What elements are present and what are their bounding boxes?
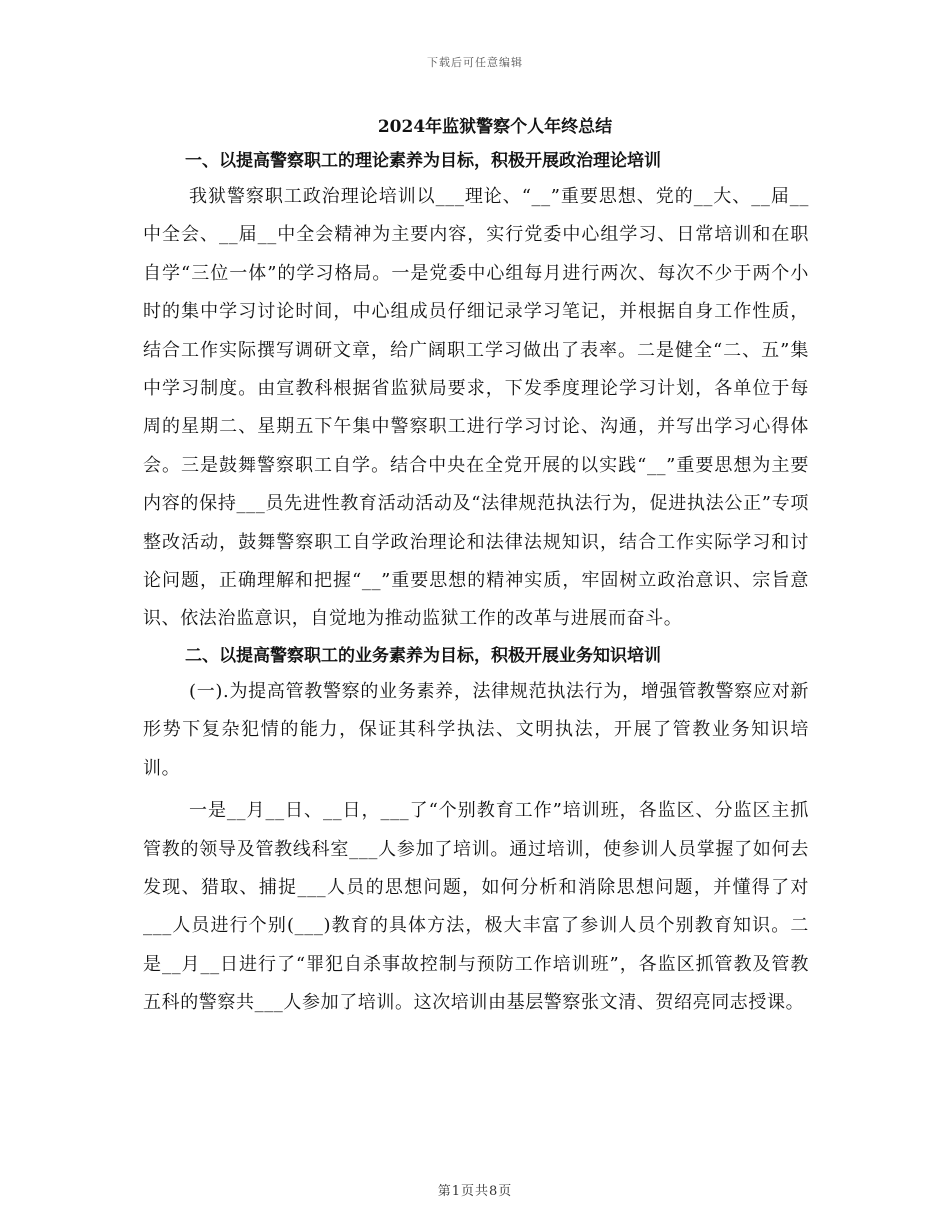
page-number: 第1页共8页 [437,1184,513,1199]
section-1-heading: 一、以提高警察职工的理论素养为目标，积极开展政治理论培训 [185,151,661,171]
section-2-paragraph-1: (一).为提高管教警察的业务素养，法律规范执法行为，增强管教警察应对新形势下复杂犯情的能力，保证其科学执法、文明执法，开展了管教业务知识培训。 [143,680,809,779]
section-1-paragraph: 我狱警察职工政治理论培训以___理论、“__”重要思想、党的__大、__届__中全会、__届__中全会精神为主要内容，实行党委中心组学习、日常培训和在职自学“三位一体”的学习格局。一是党委中心组每月进行两次、每次不少于两个小时的集中学习讨论时间，中心组成员仔细记录学习笔记，并根据自身工作性质，结合工作实际撰写调研文章，给广阔职工学习做出了表率。二是健全“二、五”集中学习制度。由宣教科根据省监狱局要求，下发季度理论学习计划，各单位于每周的星期二、星期五下午集中警察职工进行学习讨论、沟通，并写出学习心得体会。三是鼓舞警察职工自学。结合中央在全党开展的以实践“__”重要思想为主要内容的保持___员先进性教育活动活动及“法律规范执法行为，促进执法公正”专项整改活动，鼓舞警察职工自学政治理论和法律法规知识，结合工作实际学习和讨论问题，正确理解和把握“__”重要思想的精神实质，牢固树立政治意识、宗旨意识、依法治监意识，自觉地为推动监狱工作的改革与进展而奋斗。 [143,186,809,630]
document-body [143,110,809,1023]
document-title: 2024年监狱警察个人年终总结 [377,117,613,137]
header-note: 下载后可任意编辑 [427,56,523,69]
section-2-heading: 二、以提高警察职工的业务素养为目标，积极开展业务知识培训 [185,645,661,666]
section-2-paragraph-2: 一是__月__日、__日，___了“个别教育工作”培训班，各监区、分监区主抓管教的领导及管教线科室___人参加了培训。通过培训，使参训人员掌握了如何去发现、猎取、捕捉___人员的思想问题，如何分析和消除思想问题，并懂得了对___人员进行个别(___)教育的具体方法，极大丰富了参训人员个别教育知识。二是__月__日进行了“罪犯自杀事故控制与预防工作培训班”，各监区抓管教及管教五科的警察共___人参加了培训。这次培训由基层警察张文清、贺绍亮同志授课。 [143,800,809,1014]
